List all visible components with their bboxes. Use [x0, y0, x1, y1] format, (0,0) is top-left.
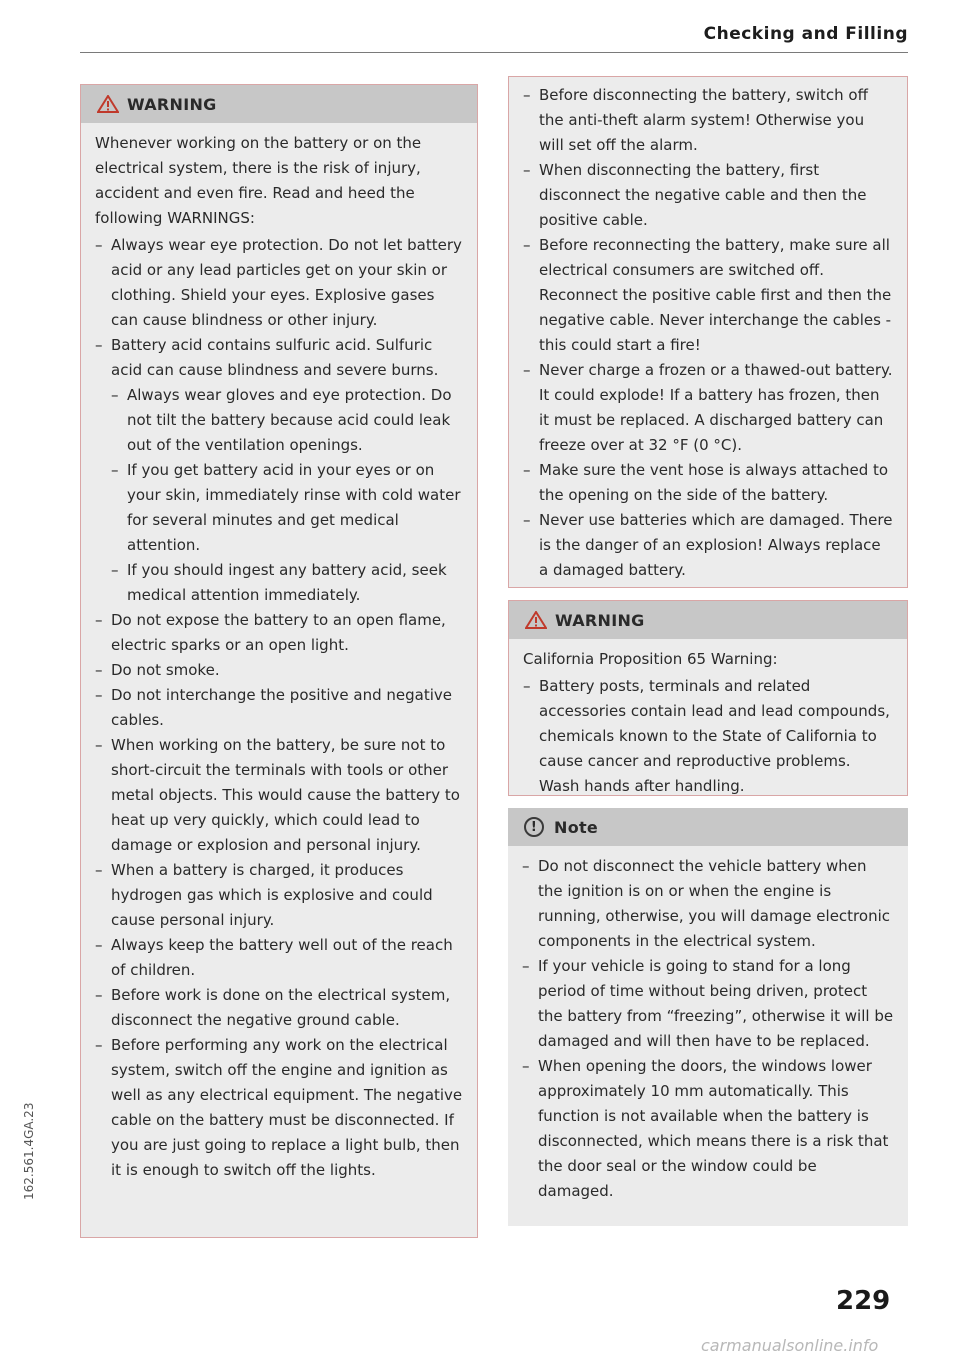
list-item: – If your vehicle is going to stand for a long period of time without being driven, protect the battery from “freezing”, otherwise it will be damaged and will then have to be replaced. [522, 954, 894, 1054]
warning-body [81, 123, 477, 1193]
list-item: – When opening the doors, the windows lower approximately 10 mm automatically. This function is not available when the battery is disconnected, which means there is a risk that the door seal or the window could be damaged. [522, 1054, 894, 1204]
sub-list-item: – If you should ingest any battery acid, seek medical attention immediately. [111, 558, 463, 608]
warning-box-battery [80, 84, 478, 1238]
list-item: – Before disconnecting the battery, switch off the anti-theft alarm system! Otherwise you will set off the alarm. [523, 83, 893, 158]
sub-list-item: – Always wear gloves and eye protection. Do not tilt the battery because acid could leak out of the ventilation openings. [111, 383, 463, 458]
note-body [508, 846, 908, 1214]
section-title: Checking and Filling [703, 24, 908, 44]
warning-intro: Whenever working on the battery or on the electrical system, there is the risk of injury, accident and even fire. Read and heed the following WARNINGS: [95, 134, 422, 227]
list-item: – When a battery is charged, it produces hydrogen gas which is explosive and could cause personal injury. [95, 858, 463, 933]
list-item: – Battery posts, terminals and related accessories contain lead and lead compounds, chemicals known to the State of California to cause cancer and reproductive problems. Wash hands after handling. [523, 674, 893, 799]
warning-triangle-icon [525, 611, 547, 629]
header-rule [80, 52, 908, 53]
list-item: – When working on the battery, be sure not to short-circuit the terminals with tools or other metal objects. This would cause the battery to heat up very quickly, which could lead to damage or explosion and personal injury. [95, 733, 463, 858]
warning-intro: California Proposition 65 Warning: [523, 650, 778, 668]
list-item: – Battery acid contains sulfuric acid. Sulfuric acid can cause blindness and severe burns. [95, 333, 463, 383]
warning-box-prop65 [508, 600, 908, 796]
watermark: carmanualsonline.info [701, 1336, 879, 1355]
page-number: 229 [836, 1286, 891, 1316]
list-item: – Before reconnecting the battery, make sure all electrical consumers are switched off. Reconnect the positive cable first and then the negative cable. Never interchange the cables - this could start a fire! [523, 233, 893, 358]
list-item: – Always keep the battery well out of the reach of children. [95, 933, 463, 983]
warning-header [81, 85, 477, 123]
warning-title: WARNING [127, 94, 217, 114]
list-item: – Always wear eye protection. Do not let battery acid or any lead particles get on your skin or clothing. Shield your eyes. Explosive gases can cause blindness or other injury. [95, 233, 463, 333]
list-item: – Before work is done on the electrical system, disconnect the negative ground cable. [95, 983, 463, 1033]
list-item: – Never use batteries which are damaged. There is the danger of an explosion! Always replace a damaged battery. [523, 508, 893, 583]
warning-header [509, 601, 907, 639]
warning-body [509, 639, 907, 809]
sub-list-item: – If you get battery acid in your eyes or on your skin, immediately rinse with cold water for several minutes and get medical attention. [111, 458, 463, 558]
list-item: – Before performing any work on the electrical system, switch off the engine and ignition as well as any electrical equipment. The negative cable on the battery must be disconnected. If you are just going to replace a light bulb, then it is enough to switch off the lights. [95, 1033, 463, 1183]
warning-box-continued [508, 76, 908, 588]
note-header [508, 808, 908, 846]
list-item: – Do not smoke. [95, 658, 463, 683]
info-circle-icon: ! [524, 817, 544, 837]
list-item: – Do not interchange the positive and negative cables. [95, 683, 463, 733]
note-box [508, 808, 908, 1226]
warning-title: WARNING [555, 610, 645, 630]
warning-continued-body [509, 77, 907, 593]
list-item: – Do not expose the battery to an open flame, electric sparks or an open light. [95, 608, 463, 658]
side-code: 162.561.4GA.23 [22, 1102, 36, 1200]
warning-triangle-icon [97, 95, 119, 113]
list-item: – Make sure the vent hose is always attached to the opening on the side of the battery. [523, 458, 893, 508]
list-item: – Never charge a frozen or a thawed-out battery. It could explode! If a battery has frozen, then it must be replaced. A discharged battery can freeze over at 32 °F (0 °C). [523, 358, 893, 458]
list-item: – Do not disconnect the vehicle battery when the ignition is on or when the engine is running, otherwise, you will damage electronic components in the electrical system. [522, 854, 894, 954]
list-item: – When disconnecting the battery, first disconnect the negative cable and then the positive cable. [523, 158, 893, 233]
note-title: Note [554, 817, 599, 837]
